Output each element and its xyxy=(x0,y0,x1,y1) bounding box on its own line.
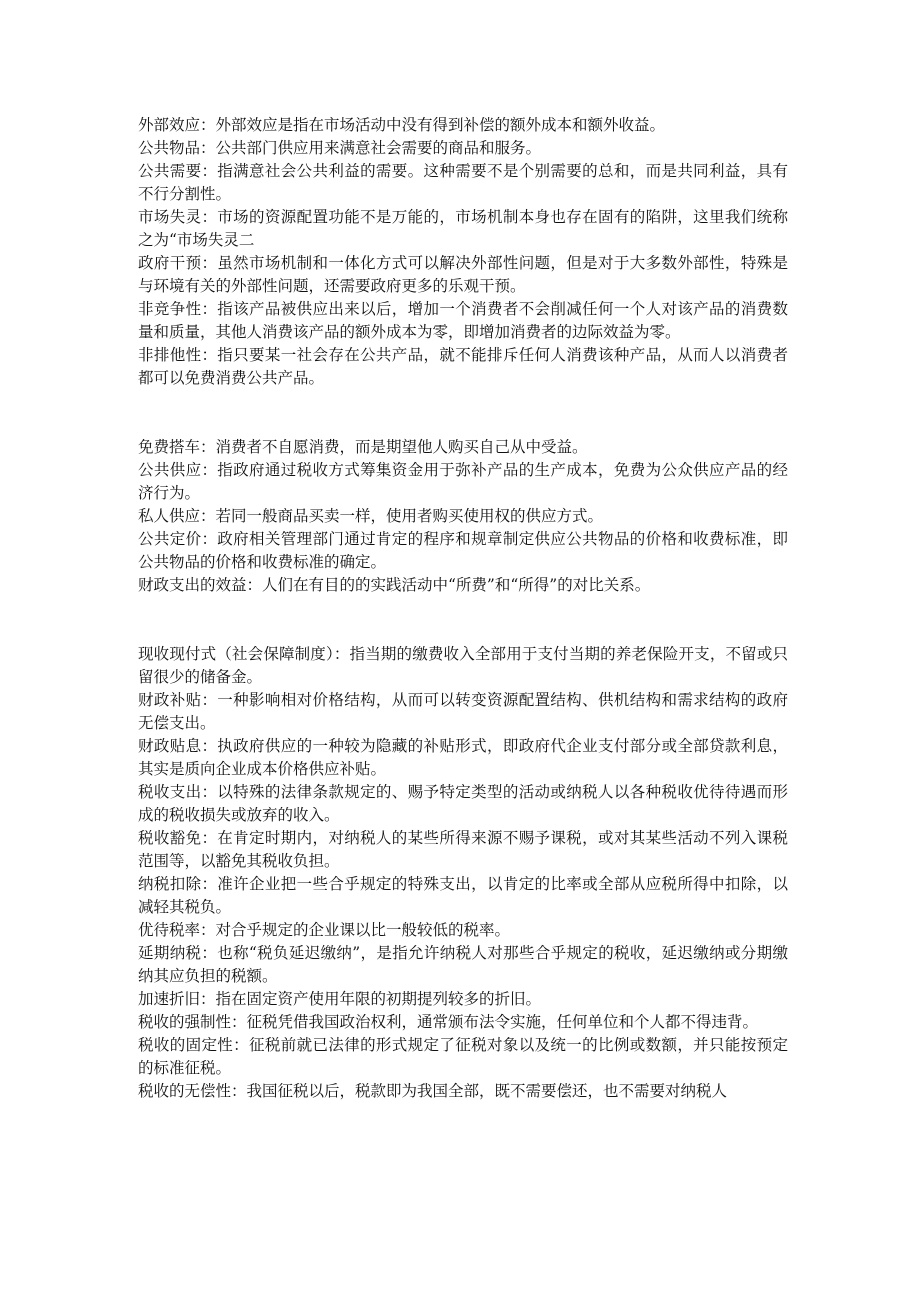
definition-public-needs: 公共需要：指满意社会公共利益的需要。这种需要不是个别需要的总和，而是共同利益，具有不行分割性。 xyxy=(138,162,788,203)
definition-expenditure-efficiency: 财政支出的效益：人们在有目的的实践活动中“所费”和“所得”的对比关系。 xyxy=(138,576,651,594)
definition-non-excludability: 非排他性：指只要某一社会存在公共产品，就不能排斥任何人消费该种产品，从而人以消费者都可以免费消费公共产品。 xyxy=(138,346,788,387)
definition-tax-compulsory: 税收的强制性：征税凭借我国政治权利，通常颁布法令实施，任何单位和个人都不得违背。 xyxy=(138,1013,759,1031)
definition-preferential-rate: 优待税率：对合乎规定的企业课以比一般较低的税率。 xyxy=(138,921,511,939)
definition-public-goods: 公共物品：公共部门供应用来满意社会需要的商品和服务。 xyxy=(138,139,542,157)
definition-public-provision: 公共供应：指政府通过税收方式筹集资金用于弥补产品的生产成本，免费为公众供应产品的经济行为。 xyxy=(138,461,788,502)
document-body xyxy=(138,114,788,1103)
definition-tax-gratuitousness: 税收的无偿性：我国征税以后，税款即为我国全部，既不需要偿还，也不需要对纳税人 xyxy=(138,1082,728,1100)
definition-tax-expenditure: 税收支出：以特殊的法律条款规定的、赐予特定类型的活动或纳税人以各种税收优待待遇而形成的税收损失或放弃的收入。 xyxy=(138,783,788,824)
definition-tax-fixity: 税收的固定性：征税前就已法律的形式规定了征税对象以及统一的比例或数额，并只能按预定的标准征税。 xyxy=(138,1036,788,1077)
definition-accelerated-depreciation: 加速折旧：指在固定资产使用年限的初期提列较多的折旧。 xyxy=(138,990,542,1008)
definition-private-provision: 私人供应：若同一般商品买卖一样，使用者购买使用权的供应方式。 xyxy=(138,507,604,525)
definition-tax-deduction: 纳税扣除：准许企业把一些合乎规定的特殊支出，以肯定的比率或全部从应税所得中扣除，以减轻其税负。 xyxy=(138,875,788,916)
definition-market-failure: 市场失灵：市场的资源配置功能不是万能的，市场机制本身也存在固有的陷阱，这里我们统称之为“市场失灵二 xyxy=(138,208,788,249)
definitions-section-1 xyxy=(138,114,788,390)
definition-government-intervention: 政府干预：虽然市场机制和一体化方式可以解决外部性问题，但是对于大多数外部性，特殊是与环境有关的外部性问题，还需要政府更多的乐观干预。 xyxy=(138,254,788,295)
definition-fiscal-subsidy: 财政补贴：一种影响相对价格结构，从而可以转变资源配置结构、供机结构和需求结构的政府无偿支出。 xyxy=(138,691,788,732)
definition-pay-as-you-go: 现收现付式（社会保障制度）：指当期的缴费收入全部用于支付当期的养老保险开支，不留或只留很少的储备金。 xyxy=(138,645,788,686)
definition-tax-deferral: 延期纳税：也称“税负延迟缴纳”，是指允许纳税人对那些合乎规定的税收，延迟缴纳或分期缴纳其应负担的税额。 xyxy=(138,944,788,985)
definitions-section-2 xyxy=(138,436,788,597)
definition-tax-exemption: 税收豁免：在肯定时期内，对纳税人的某些所得来源不赐予课税，或对其某些活动不列入课税范围等，以豁免其税收负担。 xyxy=(138,829,788,870)
definition-interest-subsidy: 财政贴息：执政府供应的一种较为隐藏的补贴形式，即政府代企业支付部分或全部贷款利息，其实是质向企业成本价格供应补贴。 xyxy=(138,737,788,778)
section-gap xyxy=(138,597,788,643)
definition-public-pricing: 公共定价：政府相关管理部门通过肯定的程序和规章制定供应公共物品的价格和收费标准，即公共物品的价格和收费标准的确定。 xyxy=(138,530,788,571)
definitions-section-3 xyxy=(138,643,788,1103)
definition-non-rivalry: 非竞争性：指该产品被供应出来以后，增加一个消费者不会削减任何一个人对该产品的消费数量和质量，其他人消费该产品的额外成本为零，即增加消费者的边际效益为零。 xyxy=(138,300,788,341)
section-gap xyxy=(138,390,788,436)
definition-external-effect: 外部效应：外部效应是指在市场活动中没有得到补偿的额外成本和额外收益。 xyxy=(138,116,666,134)
definition-free-rider: 免费搭车：消费者不自愿消费，而是期望他人购买自己从中受益。 xyxy=(138,438,588,456)
